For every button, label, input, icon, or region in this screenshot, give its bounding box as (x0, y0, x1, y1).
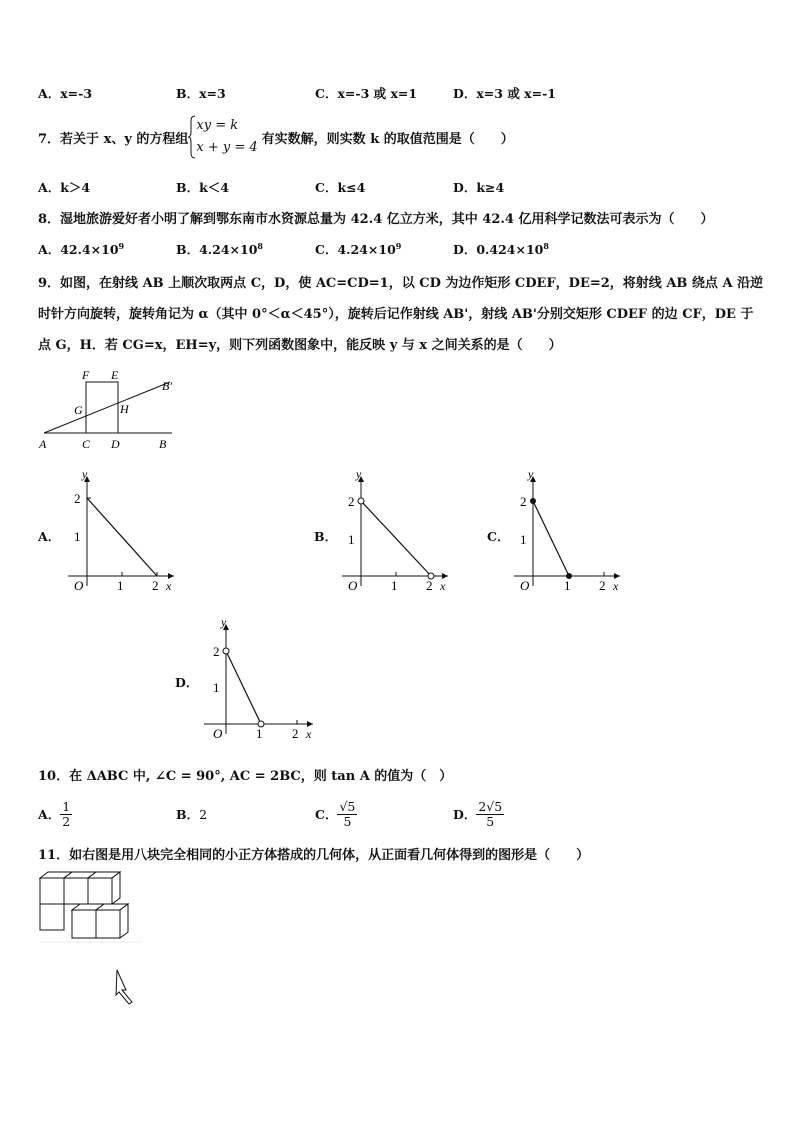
label-B-prime: B′ (162, 379, 172, 393)
q9-graph-d (199, 614, 324, 744)
q9-line1: 9．如图，在射线 AB 上顺次取两点 C，D，使 AC=CD=1，以 CD 为边作矩形 CDEF，DE=2，将射线 AB 绕点 A 沿逆 (38, 276, 764, 291)
svg-text:1: 1 (391, 578, 398, 592)
svg-text:2: 2 (520, 494, 527, 509)
q10-option-c: C． $\frac{√5}{5}$ (315, 798, 356, 829)
svg-text:O: O (520, 578, 530, 592)
q8-option-c: C．$4.24\times 10^9$ (315, 240, 402, 257)
svg-text:1: 1 (564, 578, 571, 592)
q9-rectangle-figure (34, 362, 184, 454)
q8-question: 8．湿地旅游爱好者小明了解到鄂东南市水资源总量为 42.4 亿立方米，其中 42.4 亿用科学记数法可表示为（ ） (38, 212, 714, 227)
q9-graph-b-label: B． (314, 529, 338, 544)
q7-option-a: A．k＞4 (38, 180, 91, 195)
q7-prefix: 7．若关于 x、y 的方程组 (38, 131, 189, 147)
q7-option-d: D．k≥4 (453, 180, 505, 195)
q6-option-d: D．x=3 或 x=-1 (453, 86, 556, 101)
q9-graph-b (334, 466, 459, 592)
label-A: A (39, 437, 47, 451)
q10-option-d: D． $\frac{2√5}{5}$ (453, 798, 503, 829)
label-C: C (82, 437, 91, 451)
q7-question (38, 114, 514, 160)
q9-line3: 点 G，H．若 CG=x，EH=y，则下列函数图象中，能反映 y 与 x 之间关系的是（ ） (38, 338, 562, 353)
q9-graph-c (506, 466, 631, 592)
svg-text:1: 1 (74, 529, 81, 544)
svg-text:2: 2 (348, 494, 355, 509)
label-G: G (74, 403, 83, 417)
q11-cube-figure (34, 868, 144, 1008)
q7-option-b: B．k＜4 (176, 180, 229, 195)
q10-option-b: B． 2 (176, 806, 208, 822)
q7-option-c: C．k≤4 (315, 180, 366, 195)
svg-text:2: 2 (74, 491, 81, 506)
svg-text:2: 2 (152, 578, 159, 592)
label-B: B (159, 437, 167, 451)
view-direction-arrow-icon (116, 970, 132, 1004)
svg-text:y: y (221, 615, 227, 629)
q9-graph-a-label: A． (38, 529, 61, 544)
q10-question: 10．在 ΔABC 中, ∠C = 90°, AC = 2BC，则 tan A 的值为（ ） (38, 769, 453, 784)
svg-text:y: y (528, 467, 534, 481)
label-H: H (120, 402, 129, 416)
q10-option-a: A． $\frac{1}{2}$ (38, 798, 71, 829)
q6-option-a: A．x=-3 (38, 86, 93, 101)
q7-equation-system (196, 115, 257, 159)
q9-graph-d-label: D． (175, 675, 199, 690)
q8-option-a: A．$42.4\times 10^9$ (38, 240, 125, 257)
q9-line2: 时针方向旋转，旋转角记为 α（其中 0°＜α＜45°），旋转后记作射线 AB'，射线 AB'分别交矩形 CDEF 的边 CF，DE 于 (38, 307, 754, 322)
svg-text:O: O (74, 578, 84, 592)
q6-option-c: C．x=-3 或 x=1 (315, 86, 418, 101)
svg-text:y: y (356, 467, 362, 481)
q7-eq1: xy = k (196, 118, 239, 133)
q7-suffix: 有实数解，则实数 k 的取值范围是（ ） (261, 131, 514, 147)
label-D: D (111, 437, 120, 451)
svg-text:x: x (613, 579, 619, 592)
label-E: E (111, 368, 119, 382)
svg-text:O: O (213, 726, 223, 741)
svg-text:O: O (348, 578, 358, 592)
svg-text:1: 1 (520, 532, 527, 547)
q8-option-b: B．$4.24\times 10^8$ (176, 240, 263, 257)
q8-option-d: D．$0.424\times 10^8$ (453, 240, 549, 257)
svg-text:x: x (306, 727, 312, 741)
svg-text:2: 2 (292, 726, 299, 741)
svg-text:2: 2 (599, 578, 606, 592)
q11-question: 11．如右图是用八块完全相同的小正方体搭成的几何体，从正面看几何体得到的图形是（ ） (38, 848, 590, 863)
q9-graph-a (60, 466, 185, 592)
label-F: F (82, 368, 90, 382)
svg-text:1: 1 (117, 578, 124, 592)
svg-text:1: 1 (213, 680, 220, 695)
svg-text:1: 1 (256, 726, 263, 741)
svg-text:x: x (166, 579, 172, 592)
q7-eq2: x + y = 4 (196, 140, 258, 155)
q6-option-b: B．x=3 (176, 86, 226, 101)
brace-icon (188, 115, 196, 159)
svg-text:1: 1 (348, 532, 355, 547)
svg-text:x: x (440, 579, 446, 592)
svg-text:2: 2 (426, 578, 433, 592)
q9-graph-c-label: C． (487, 529, 510, 544)
svg-text:2: 2 (213, 644, 220, 659)
svg-text:y: y (82, 467, 88, 481)
